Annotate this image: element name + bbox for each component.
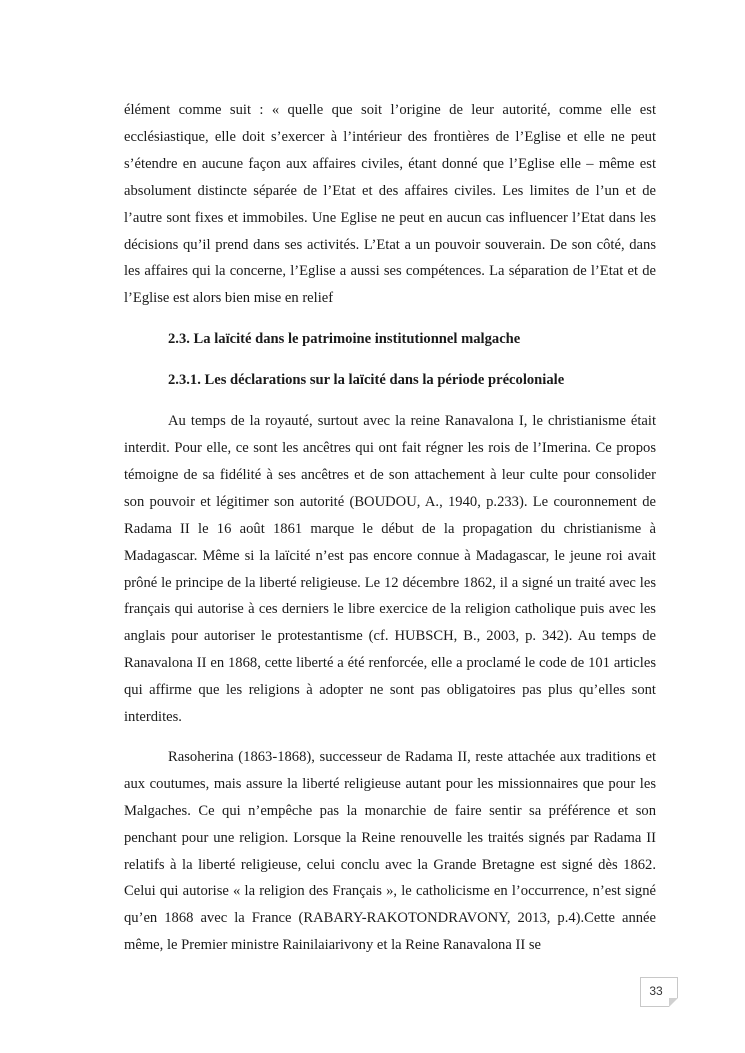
- document-page: [124, 97, 656, 959]
- page-number: 33: [649, 984, 663, 998]
- paragraph-intro: élément comme suit : « quelle que soit l’origine de leur autorité, comme elle est ecclésiastique, elle doit s’exercer à l’intérieur des frontières de l’Eglise et elle ne peut s’étendre en aucune façon aux affaires civiles, étant donné que l’Eglise elle – même est absolument distincte séparée de l’Etat et des affaires civiles. Les limites de l’un et de l’autre sont fixes et immobiles. Une Eglise ne peut en aucun cas influencer l’Etat dans les décisions qu’il prend dans ses activités. L’Etat a un pouvoir souverain. De son côté, dans les affaires qui la concerne, l’Eglise a aussi ses compétences. La séparation de l’Etat et de l’Eglise est alors bien mise en relief: [124, 102, 656, 307]
- paragraph-rasoherina: Rasoherina (1863-1868), successeur de Radama II, reste attachée aux traditions et aux coutumes, mais assure la liberté religieuse autant pour les missionnaires que pour les Malgaches. Ce qui n’empêche pas la monarchie de faire sentir sa préférence et son penchant pour une religion. Lorsque la Reine renouvelle les traités signés par Radama II relatifs à la liberté religieuse, celui conclu avec la Grande Bretagne est signé dès 1862. Celui qui autorise « la religion des Français », le catholicisme en l’occurrence, n’est signé qu’en 1868 avec la France (RABARY-RAKOTONDRAVONY, 2013, p.4).Cette année même, le Premier ministre Rainilaiarivony et la Reine Ranavalona II se: [124, 748, 656, 954]
- paragraph-royaute: Au temps de la royauté, surtout avec la reine Ranavalona I, le christianisme était interdit. Pour elle, ce sont les ancêtres qui ont fait régner les rois de l’Imerina. Ce propos témoigne de sa fidélité à ses ancêtres et de son attachement à leur culte pour consolider son pouvoir et légitimer son autorité (BOUDOU, A., 1940, p.233). Le couronnement de Radama II le 16 août 1861 marque le début de la propagation du christianisme à Madagascar. Même si la laïcité n’est pas encore connue à Madagascar, le jeune roi avait prôné le principe de la liberté religieuse. Le 12 décembre 1862, il a signé un traité avec les français qui autorise à ces derniers le libre exercice de la religion catholique puis avec les anglais pour autoriser le protestantisme (cf. HUBSCH, B., 2003, p. 342). Au temps de Ranavalona II en 1868, cette liberté a été renforcée, elle a proclamé le code de 101 articles qui affirme que les religions à adopter ne sont pas obligatoires pas plus qu’elles sont interdites.: [124, 413, 656, 726]
- subsection-heading: 2.3.1. Les déclarations sur la laïcité dans la période précoloniale: [168, 372, 565, 389]
- page-number-box: [640, 977, 678, 1007]
- section-heading: 2.3. La laïcité dans le patrimoine institutionnel malgache: [168, 331, 521, 348]
- page-corner-fold-icon: [669, 998, 678, 1007]
